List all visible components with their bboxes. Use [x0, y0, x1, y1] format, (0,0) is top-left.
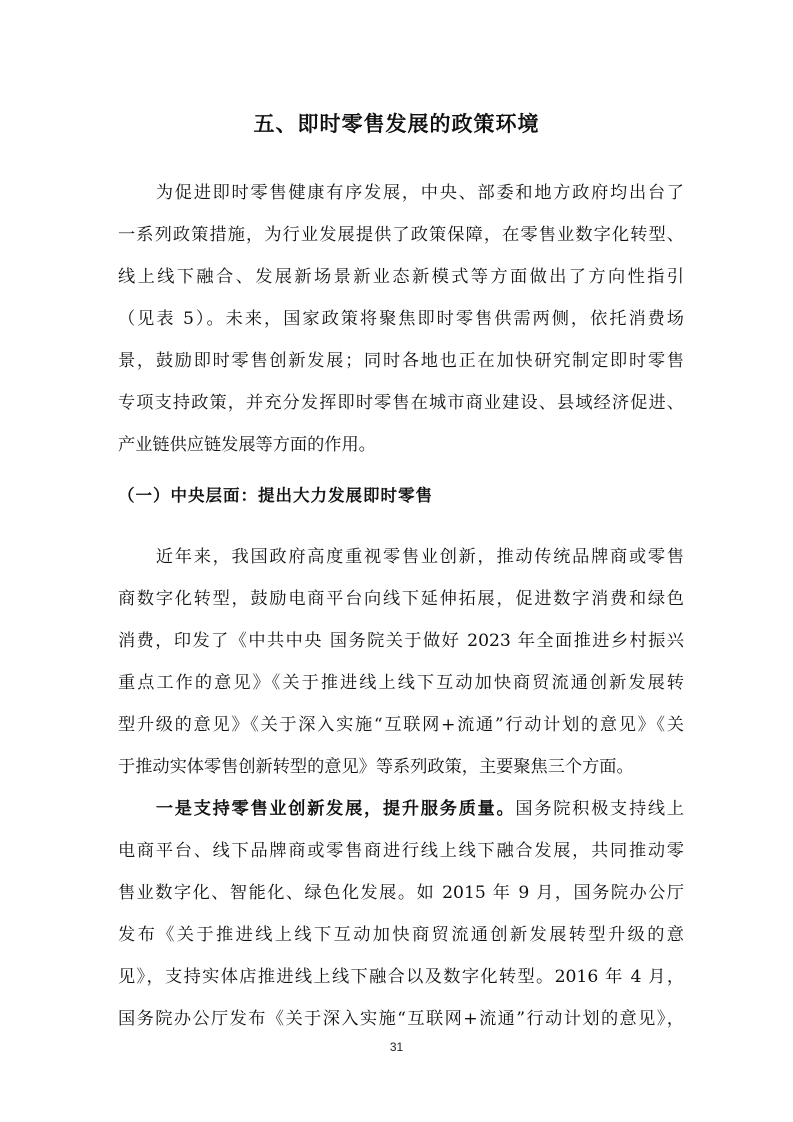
paragraph-central-policies [118, 536, 684, 788]
page-number: 31 [389, 1040, 404, 1054]
text-line: 线上线下融合、发展新场景新业态新模式等方面做出了方向性指引 [118, 267, 684, 287]
text-line: 发布《关于推进线上线下互动加快商贸流通创新发展转型升级的意 [118, 925, 684, 945]
text-line: 近年来，我国政府高度重视零售业创新，推动传统品牌商或零售 [118, 547, 684, 567]
text-line: 型升级的意见》《关于深入实施“互联网+流通”行动计划的意见》《关 [118, 715, 684, 735]
bold-lead: 一是支持零售业创新发展，提升服务质量。 [118, 799, 516, 819]
section-heading: （一）中央层面：提出大力发展即时零售 [118, 486, 433, 505]
text-line: 重点工作的意见》《关于推进线上线下互动加快商贸流通创新发展转 [118, 673, 684, 693]
text-line: （见表 5）。未来，国家政策将聚焦即时零售供需两侧，依托消费场 [118, 309, 684, 329]
text-line: 商数字化转型，鼓励电商平台向线下延伸拓展，促进数字消费和绿色 [118, 589, 684, 609]
text-line: 见》，支持实体店推进线上线下融合以及数字化转型。2016 年 4 月， [118, 967, 685, 987]
text-line: 售业数字化、智能化、绿色化发展。如 2015 年 9 月，国务院办公厅 [118, 883, 684, 903]
paragraph-policy-overview [118, 172, 684, 466]
text-line [118, 788, 684, 830]
text-line: 产业链供应链发展等方面的作用。 [118, 435, 376, 455]
text-line: 景，鼓励即时零售创新发展；同时各地也正在加快研究制定即时零售 [118, 351, 684, 371]
text-line: 电商平台、线下品牌商或零售商进行线上线下融合发展，共同推动零 [118, 841, 684, 861]
text-line: 消费，印发了《中共中央 国务院关于做好 2023 年全面推进乡村振兴 [118, 631, 684, 651]
page-title: 五、即时零售发展的政策环境 [253, 112, 540, 136]
text-line: 一系列政策措施，为行业发展提供了政策保障，在零售业数字化转型、 [118, 225, 684, 245]
text-line: 专项支持政策，并充分发挥即时零售在城市商业建设、县域经济促进、 [118, 393, 684, 413]
text-line: 为促进即时零售健康有序发展，中央、部委和地方政府均出台了 [118, 183, 684, 203]
text-line: 于推动实体零售创新转型的意见》等系列政策，主要聚焦三个方面。 [118, 757, 634, 777]
paragraph-retail-innovation [118, 788, 684, 1040]
text-run: 国务院积极支持线上 [515, 799, 684, 819]
text-line: 国务院办公厅发布《关于深入实施“互联网+流通”行动计划的意见》， [118, 1009, 684, 1029]
